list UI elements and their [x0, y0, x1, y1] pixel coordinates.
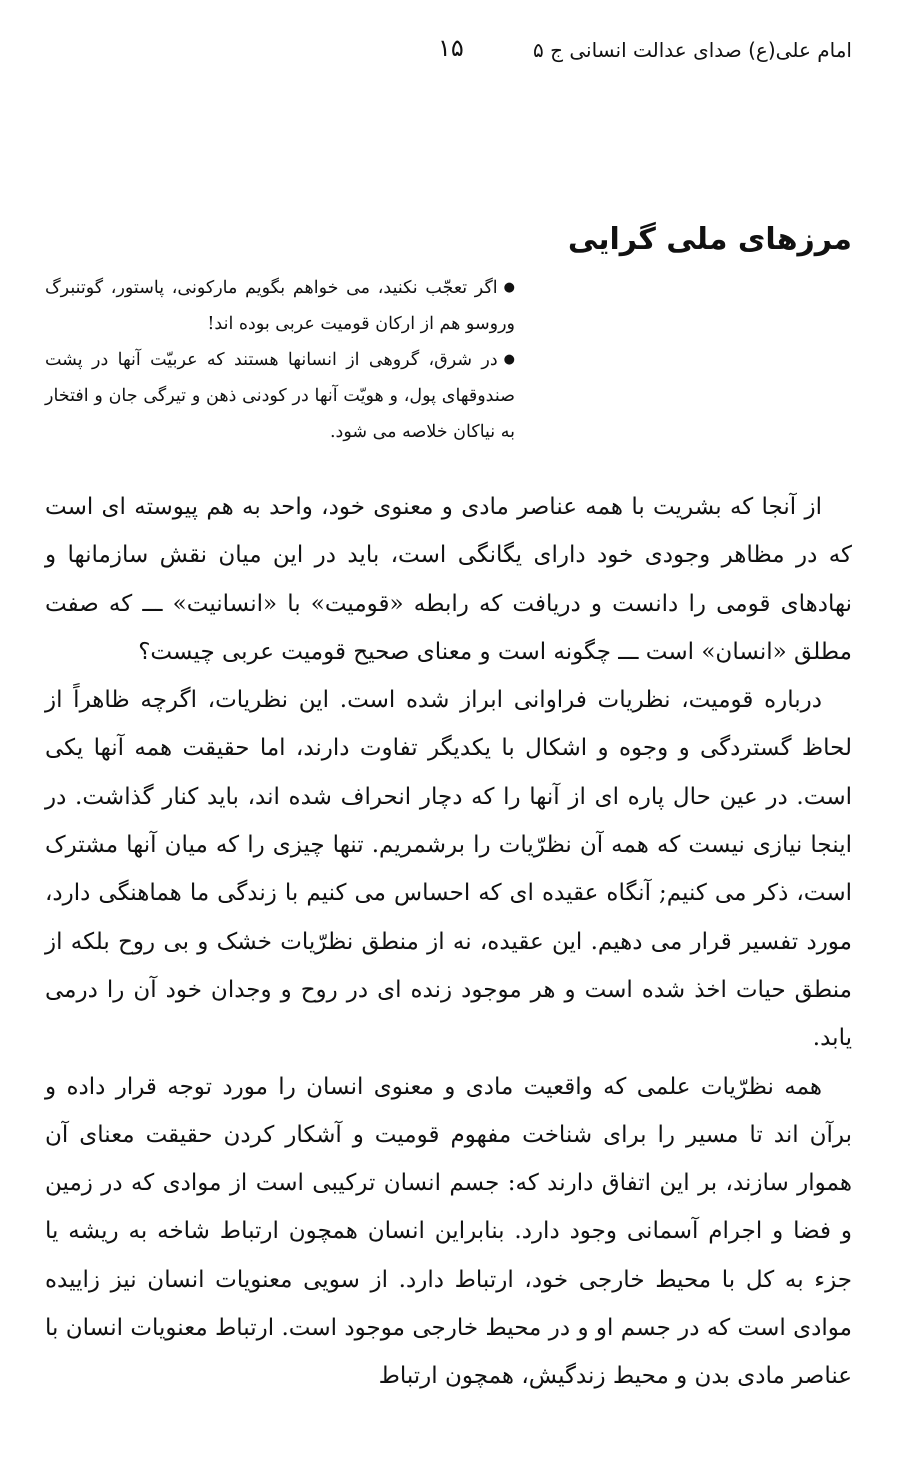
page-header [48, 34, 852, 74]
quote-item [45, 270, 515, 342]
body-text [45, 483, 852, 1401]
quote-text: در شرق، گروهی از انسانها هستند که عربیّت آنها در پشت صندوقهای پول، و هویّت آنها در کودنی ذهن و تیرگی جان و افتخار به نیاکان خلاصه می شود. [45, 350, 515, 442]
quote-item [45, 342, 515, 450]
epigraph-quotes [45, 270, 515, 450]
paragraph: همه نظرّیات علمی که واقعیت مادی و معنوی انسان را مورد توجه قرار داده و برآن اند تا مسیر را برای شناخت مفهوم قومیت و آشکار کردن حقیقت معنای آن هموار سازند، بر این اتفاق دارند که: جسم انسان ترکیبی است از موادی که در زمین و فضا و اجرام آسمانی وجود دارد. بنابراین انسان همچون ارتباط شاخه به ریشه یا جزء به کل با محیط خارجی خود، ارتباط دارد. از سویی معنویات انسان نیز زاییده موادی است که در جسم او و در محیط خارجی موجود است. ارتباط معنویات انسان با عناصر مادی بدن و محیط زندگیش، همچون ارتباط [45, 1073, 852, 1390]
paragraph: از آنجا که بشریت با همه عناصر مادی و معنوی خود، واحد به هم پیوسته ای است که در مظاهر وجودی خود دارای یگانگی است، باید در این میان نقش سازمانها و نهادهای قومی را دانست و دریافت که رابطه «قومیت» با «انسانیت» ـــ که صفت مطلق «انسان» است ـــ چگونه است و معنای صحیح قومیت عربی چیست؟ [45, 494, 852, 665]
running-title: امام علی(ع) صدای عدالت انسانی ج ۵ [532, 38, 852, 62]
bullet-icon: ● [503, 352, 515, 367]
bullet-icon: ● [503, 280, 515, 295]
page-number: ۱۵ [438, 34, 464, 62]
paragraph: درباره قومیت، نظریات فراوانی ابراز شده است. این نظریات، اگرچه ظاهراً از لحاظ گستردگی و وجوه و اشکال با یکدیگر تفاوت دارند، اما حقیقت همه آنها یکی است. در عین حال پاره ای از آنها را که دچار انحراف شده اند، باید کنار گذاشت. در اینجا نیازی نیست که همه آن نظرّیات را برشمریم. تنها چیزی را که میان آنها مشترک است، ذکر می کنیم; آنگاه عقیده ای که احساس می کنیم با زندگی ما هماهنگی دارد، مورد تفسیر قرار می دهیم. این عقیده، نه از منطق نظرّیات خشک و بی روح بلکه از منطق حیات اخذ شده است و هر موجود زنده ای در روح و وجدان خود آن را درمی یابد. [45, 687, 852, 1052]
quote-text: اگر تعجّب نکنید، می خواهم بگویم مارکونی، پاستور، گوتنبرگ وروسو هم از ارکان قومیت عربی بوده اند! [45, 278, 515, 334]
section-title: مرزهای ملی گرایی [567, 222, 852, 257]
